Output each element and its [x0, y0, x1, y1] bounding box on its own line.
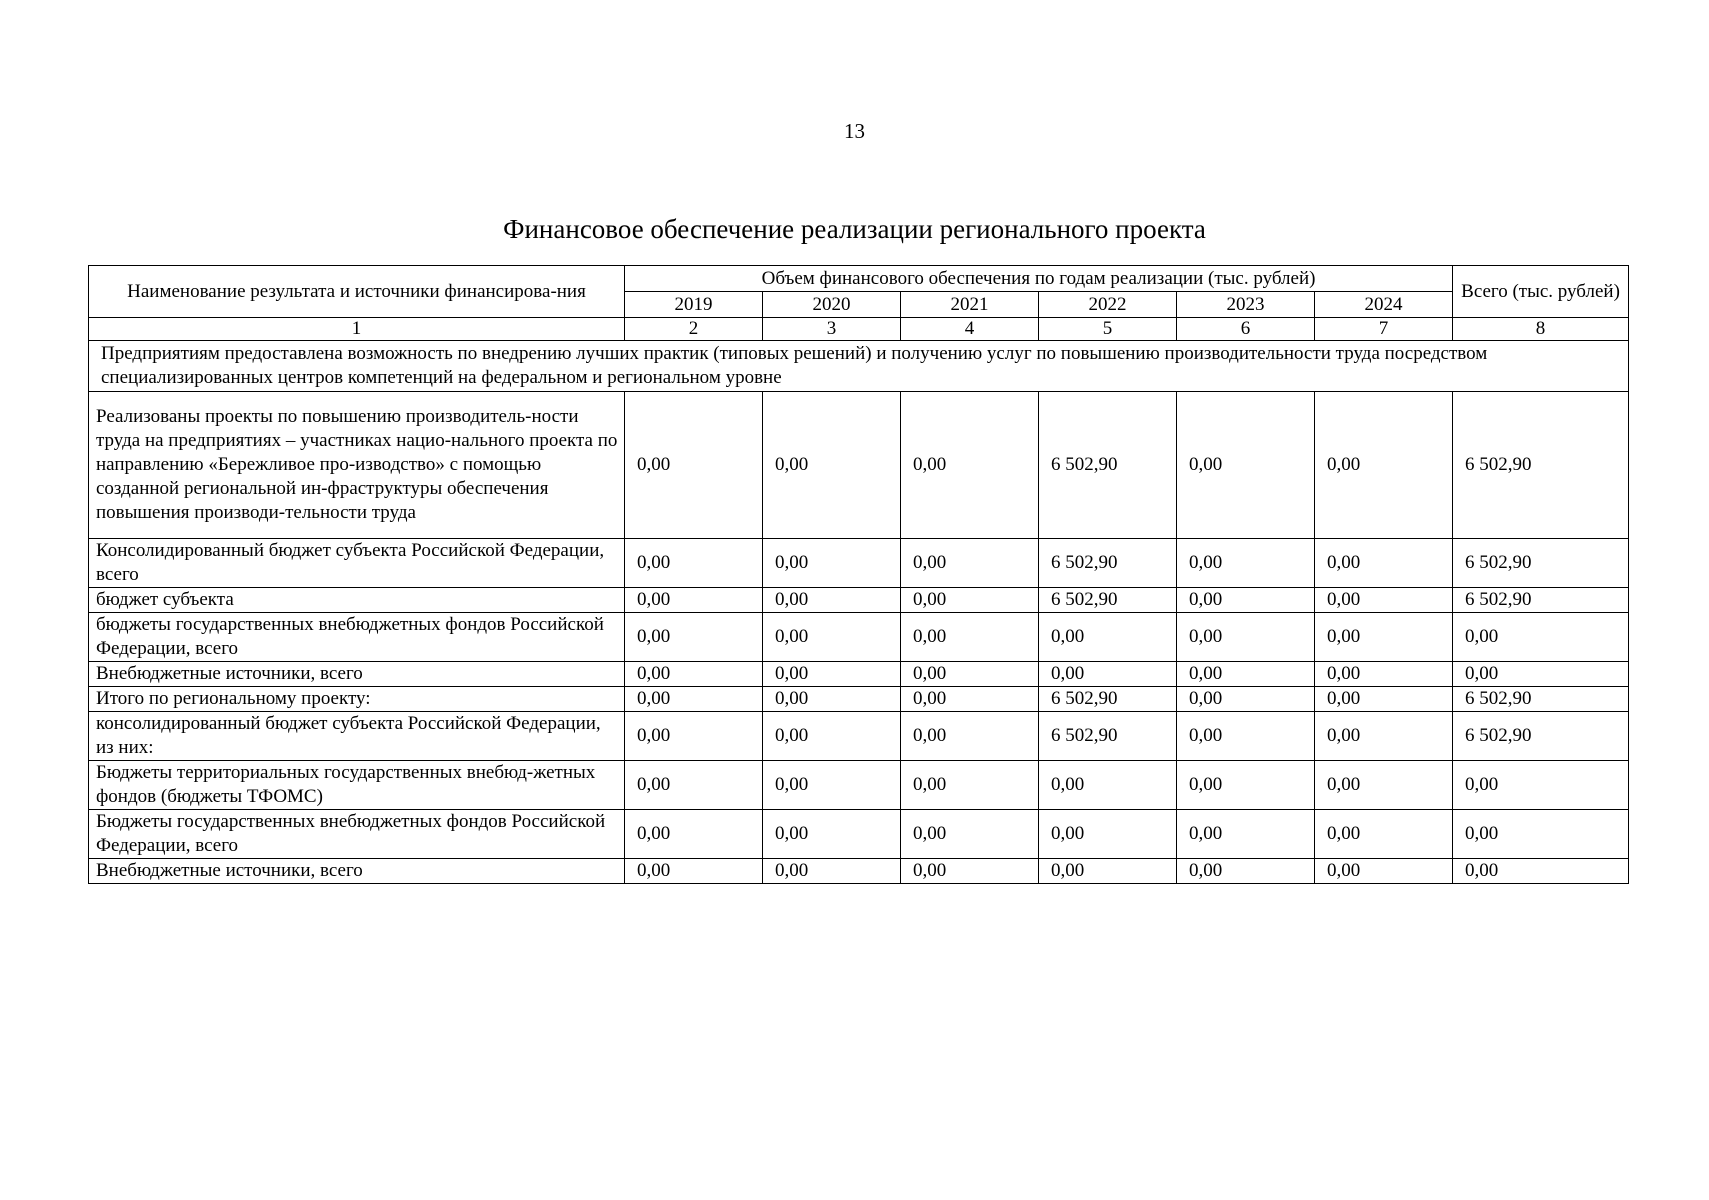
row-total: 0,00	[1453, 810, 1629, 859]
row-value: 0,00	[901, 712, 1039, 761]
row-value: 0,00	[1177, 662, 1315, 687]
row-value: 6 502,90	[1039, 392, 1177, 539]
row-value: 0,00	[901, 588, 1039, 613]
row-value: 6 502,90	[1039, 588, 1177, 613]
row-value: 0,00	[1315, 810, 1453, 859]
row-value: 0,00	[625, 613, 763, 662]
row-total: 6 502,90	[1453, 588, 1629, 613]
row-value: 0,00	[901, 539, 1039, 588]
financing-table	[88, 265, 1629, 884]
column-number: 8	[1453, 318, 1629, 341]
row-value: 0,00	[625, 761, 763, 810]
row-value: 0,00	[763, 859, 901, 884]
row-value: 0,00	[1039, 859, 1177, 884]
table-row	[89, 712, 1629, 761]
row-value: 0,00	[763, 810, 901, 859]
row-value: 0,00	[1039, 761, 1177, 810]
column-number: 6	[1177, 318, 1315, 341]
page-title: Финансовое обеспечение реализации регионального проекта	[503, 214, 1206, 244]
header-row-top	[89, 266, 1629, 292]
row-value: 0,00	[625, 859, 763, 884]
row-value: 0,00	[763, 392, 901, 539]
row-name: консолидированный бюджет субъекта Российской Федерации, из них:	[89, 712, 625, 761]
row-value: 0,00	[763, 761, 901, 810]
row-name: Реализованы проекты по повышению производитель-ности труда на предприятиях – участниках нацио-нального проекта по направлению «Бережливое про-изводство» с помощью созданной региональной ин-фраструктуры обеспечения повышения производи-тельности труда	[89, 392, 625, 539]
row-name: Бюджеты территориальных государственных внебюд-жетных фондов (бюджеты ТФОМС)	[89, 761, 625, 810]
row-value: 0,00	[1177, 392, 1315, 539]
row-value: 0,00	[763, 539, 901, 588]
row-value: 0,00	[1039, 613, 1177, 662]
row-value: 0,00	[1315, 859, 1453, 884]
row-total: 0,00	[1453, 662, 1629, 687]
row-value: 0,00	[1177, 712, 1315, 761]
row-value: 6 502,90	[1039, 712, 1177, 761]
row-value: 0,00	[1177, 613, 1315, 662]
row-value: 0,00	[1315, 687, 1453, 712]
header-year: 2020	[763, 292, 901, 318]
row-value: 0,00	[901, 761, 1039, 810]
column-number: 7	[1315, 318, 1453, 341]
table-row	[89, 539, 1629, 588]
row-total: 0,00	[1453, 761, 1629, 810]
row-value: 6 502,90	[1039, 539, 1177, 588]
column-number: 5	[1039, 318, 1177, 341]
row-total: 6 502,90	[1453, 392, 1629, 539]
header-volume-column: Объем финансового обеспечения по годам реализации (тыс. рублей)	[625, 266, 1453, 292]
row-total: 6 502,90	[1453, 687, 1629, 712]
row-value: 0,00	[1315, 588, 1453, 613]
table-row	[89, 761, 1629, 810]
row-value: 0,00	[901, 392, 1039, 539]
row-value: 0,00	[1315, 392, 1453, 539]
row-value: 0,00	[763, 588, 901, 613]
row-name: Бюджеты государственных внебюджетных фондов Российской Федерации, всего	[89, 810, 625, 859]
header-name-column: Наименование результата и источники финансирова-ния	[89, 266, 625, 318]
row-total: 6 502,90	[1453, 539, 1629, 588]
row-value: 0,00	[901, 810, 1039, 859]
column-number: 3	[763, 318, 901, 341]
row-value: 0,00	[625, 687, 763, 712]
header-year: 2022	[1039, 292, 1177, 318]
row-name: Внебюджетные источники, всего	[89, 662, 625, 687]
section-title: Предприятиям предоставлена возможность по внедрению лучших практик (типовых решений) и получению услуг по повышению производительности труда посредством специализированных центров компетенций на федеральном и региональном уровне	[89, 341, 1629, 392]
row-total: 0,00	[1453, 613, 1629, 662]
row-value: 0,00	[1177, 687, 1315, 712]
row-value: 0,00	[625, 588, 763, 613]
row-value: 0,00	[1177, 588, 1315, 613]
row-name: бюджет субъекта	[89, 588, 625, 613]
row-name: Консолидированный бюджет субъекта Российской Федерации, всего	[89, 539, 625, 588]
table-row	[89, 859, 1629, 884]
row-value: 0,00	[625, 392, 763, 539]
row-value: 6 502,90	[1039, 687, 1177, 712]
row-value: 0,00	[1315, 662, 1453, 687]
table-row	[89, 810, 1629, 859]
section-row	[89, 341, 1629, 392]
row-value: 0,00	[1177, 810, 1315, 859]
row-value: 0,00	[901, 613, 1039, 662]
table-row	[89, 392, 1629, 539]
table-row	[89, 687, 1629, 712]
table-row	[89, 662, 1629, 687]
column-number: 1	[89, 318, 625, 341]
column-number: 2	[625, 318, 763, 341]
row-value: 0,00	[763, 687, 901, 712]
row-value: 0,00	[1039, 662, 1177, 687]
row-value: 0,00	[1177, 859, 1315, 884]
row-value: 0,00	[763, 613, 901, 662]
table-row	[89, 588, 1629, 613]
row-name: Внебюджетные источники, всего	[89, 859, 625, 884]
row-value: 0,00	[763, 662, 901, 687]
row-total: 6 502,90	[1453, 712, 1629, 761]
page-number: 13	[844, 119, 865, 143]
header-year: 2021	[901, 292, 1039, 318]
row-value: 0,00	[763, 712, 901, 761]
header-year: 2023	[1177, 292, 1315, 318]
row-value: 0,00	[1039, 810, 1177, 859]
row-value: 0,00	[625, 810, 763, 859]
row-name: бюджеты государственных внебюджетных фондов Российской Федерации, всего	[89, 613, 625, 662]
row-value: 0,00	[901, 687, 1039, 712]
row-value: 0,00	[1315, 613, 1453, 662]
row-value: 0,00	[901, 859, 1039, 884]
header-total-column: Всего (тыс. рублей)	[1453, 266, 1629, 318]
column-number: 4	[901, 318, 1039, 341]
row-value: 0,00	[1177, 539, 1315, 588]
row-value: 0,00	[1177, 761, 1315, 810]
row-value: 0,00	[1315, 539, 1453, 588]
row-value: 0,00	[625, 712, 763, 761]
header-year: 2019	[625, 292, 763, 318]
header-row-numbers	[89, 318, 1629, 341]
row-value: 0,00	[625, 662, 763, 687]
row-value: 0,00	[901, 662, 1039, 687]
header-year: 2024	[1315, 292, 1453, 318]
row-value: 0,00	[1315, 712, 1453, 761]
row-total: 0,00	[1453, 859, 1629, 884]
table-row	[89, 613, 1629, 662]
row-name: Итого по региональному проекту:	[89, 687, 625, 712]
row-value: 0,00	[1315, 761, 1453, 810]
row-value: 0,00	[625, 539, 763, 588]
